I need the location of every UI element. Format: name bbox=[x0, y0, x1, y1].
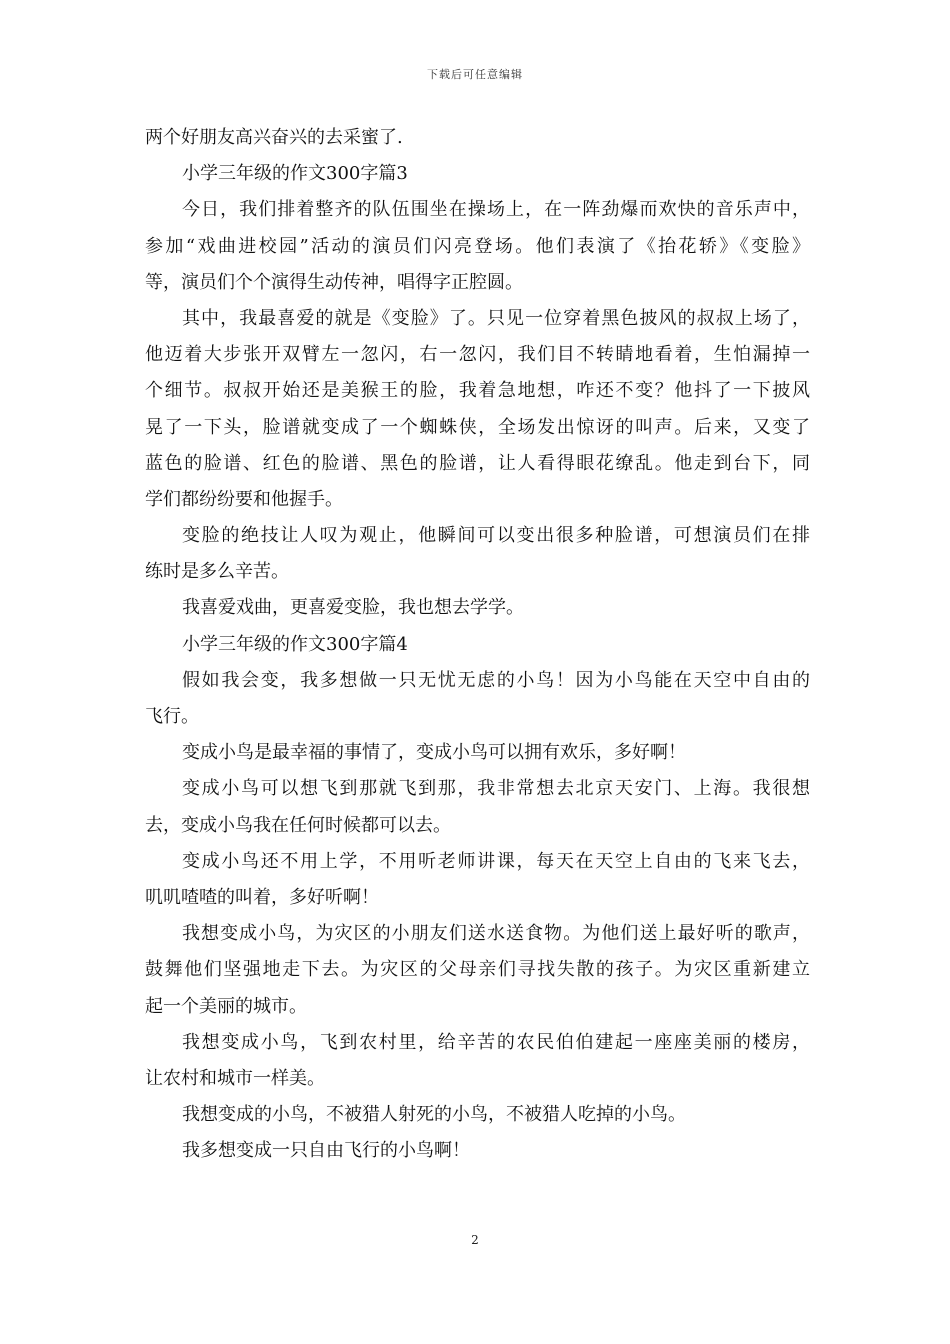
text-line: 变成小鸟可以想飞到那就飞到那，我非常想去北京天安门、上海。我很想 bbox=[182, 778, 810, 800]
text-line: 练时是多么辛苦。 bbox=[145, 561, 289, 583]
text-line: 两个好朋友高兴奋兴的去采蜜了. bbox=[145, 127, 403, 148]
text-line: 我喜爱戏曲，更喜爱变脸，我也想去学学。 bbox=[182, 597, 524, 619]
text-line: 其中，我最喜爱的就是《变脸》了。只见一位穿着黑色披风的叔叔上场了， bbox=[182, 307, 810, 329]
page-header: 下载后可任意编辑 bbox=[427, 68, 523, 81]
text-line: 我想变成的小鸟，不被猎人射死的小鸟，不被猎人吃掉的小鸟。 bbox=[182, 1104, 686, 1126]
text-line: 我想变成小鸟，为灾区的小朋友们送水送食物。为他们送上最好听的歌声， bbox=[182, 923, 810, 945]
text-line: 学们都纷纷要和他握手。 bbox=[145, 488, 343, 510]
text-line: 变成小鸟还不用上学，不用听老师讲课，每天在天空上自由的飞来飞去， bbox=[182, 850, 810, 872]
text-line: 我想变成小鸟，飞到农村里，给辛苦的农民伯伯建起一座座美丽的楼房， bbox=[182, 1031, 810, 1053]
text-line: 叽叽喳喳的叫着，多好听啊！ bbox=[145, 886, 379, 908]
text-line: 个细节。叔叔开始还是美猴王的脸，我着急地想，咋还不变？他抖了一下披风 bbox=[145, 380, 810, 402]
text-line: 变成小鸟是最幸福的事情了，变成小鸟可以拥有欢乐，多好啊！ bbox=[182, 742, 686, 764]
text-line: 他迈着大步张开双臂左一忽闪，右一忽闪，我们目不转睛地看着，生怕漏掉一 bbox=[145, 344, 810, 366]
document-body bbox=[145, 120, 810, 1169]
text-line: 等，演员们个个演得生动传神，唱得字正腔圆。 bbox=[145, 271, 523, 293]
text-line: 变脸的绝技让人叹为观止，他瞬间可以变出很多种脸谱，可想演员们在排 bbox=[182, 525, 810, 547]
text-line: 起一个美丽的城市。 bbox=[145, 995, 307, 1017]
text-line: 蓝色的脸谱、红色的脸谱、黑色的脸谱，让人看得眼花缭乱。他走到台下，同 bbox=[145, 452, 810, 474]
text-line: 让农村和城市一样美。 bbox=[145, 1067, 325, 1089]
text-line: 飞行。 bbox=[145, 706, 199, 727]
text-line: 鼓舞他们坚强地走下去。为灾区的父母亲们寻找失散的孩子。为灾区重新建立 bbox=[145, 959, 810, 981]
text-line: 参加“戏曲进校园”活动的演员们闪亮登场。他们表演了《抬花轿》《变脸》 bbox=[145, 235, 810, 257]
text-line: 小学三年级的作文300字篇3 bbox=[182, 163, 408, 185]
text-line: 小学三年级的作文300字篇4 bbox=[182, 633, 408, 655]
text-line: 晃了一下头，脸谱就变成了一个蜘蛛侠，全场发出惊讶的叫声。后来，又变了 bbox=[145, 416, 810, 438]
page-number: 2 bbox=[471, 1233, 479, 1247]
text-line: 去，变成小鸟我在任何时候都可以去。 bbox=[145, 814, 451, 836]
text-line: 假如我会变，我多想做一只无忧无虑的小鸟！因为小鸟能在天空中自由的 bbox=[182, 669, 810, 691]
text-line: 今日，我们排着整齐的队伍围坐在操场上，在一阵劲爆而欢快的音乐声中， bbox=[182, 199, 810, 221]
text-line: 我多想变成一只自由飞行的小鸟啊！ bbox=[182, 1140, 470, 1162]
